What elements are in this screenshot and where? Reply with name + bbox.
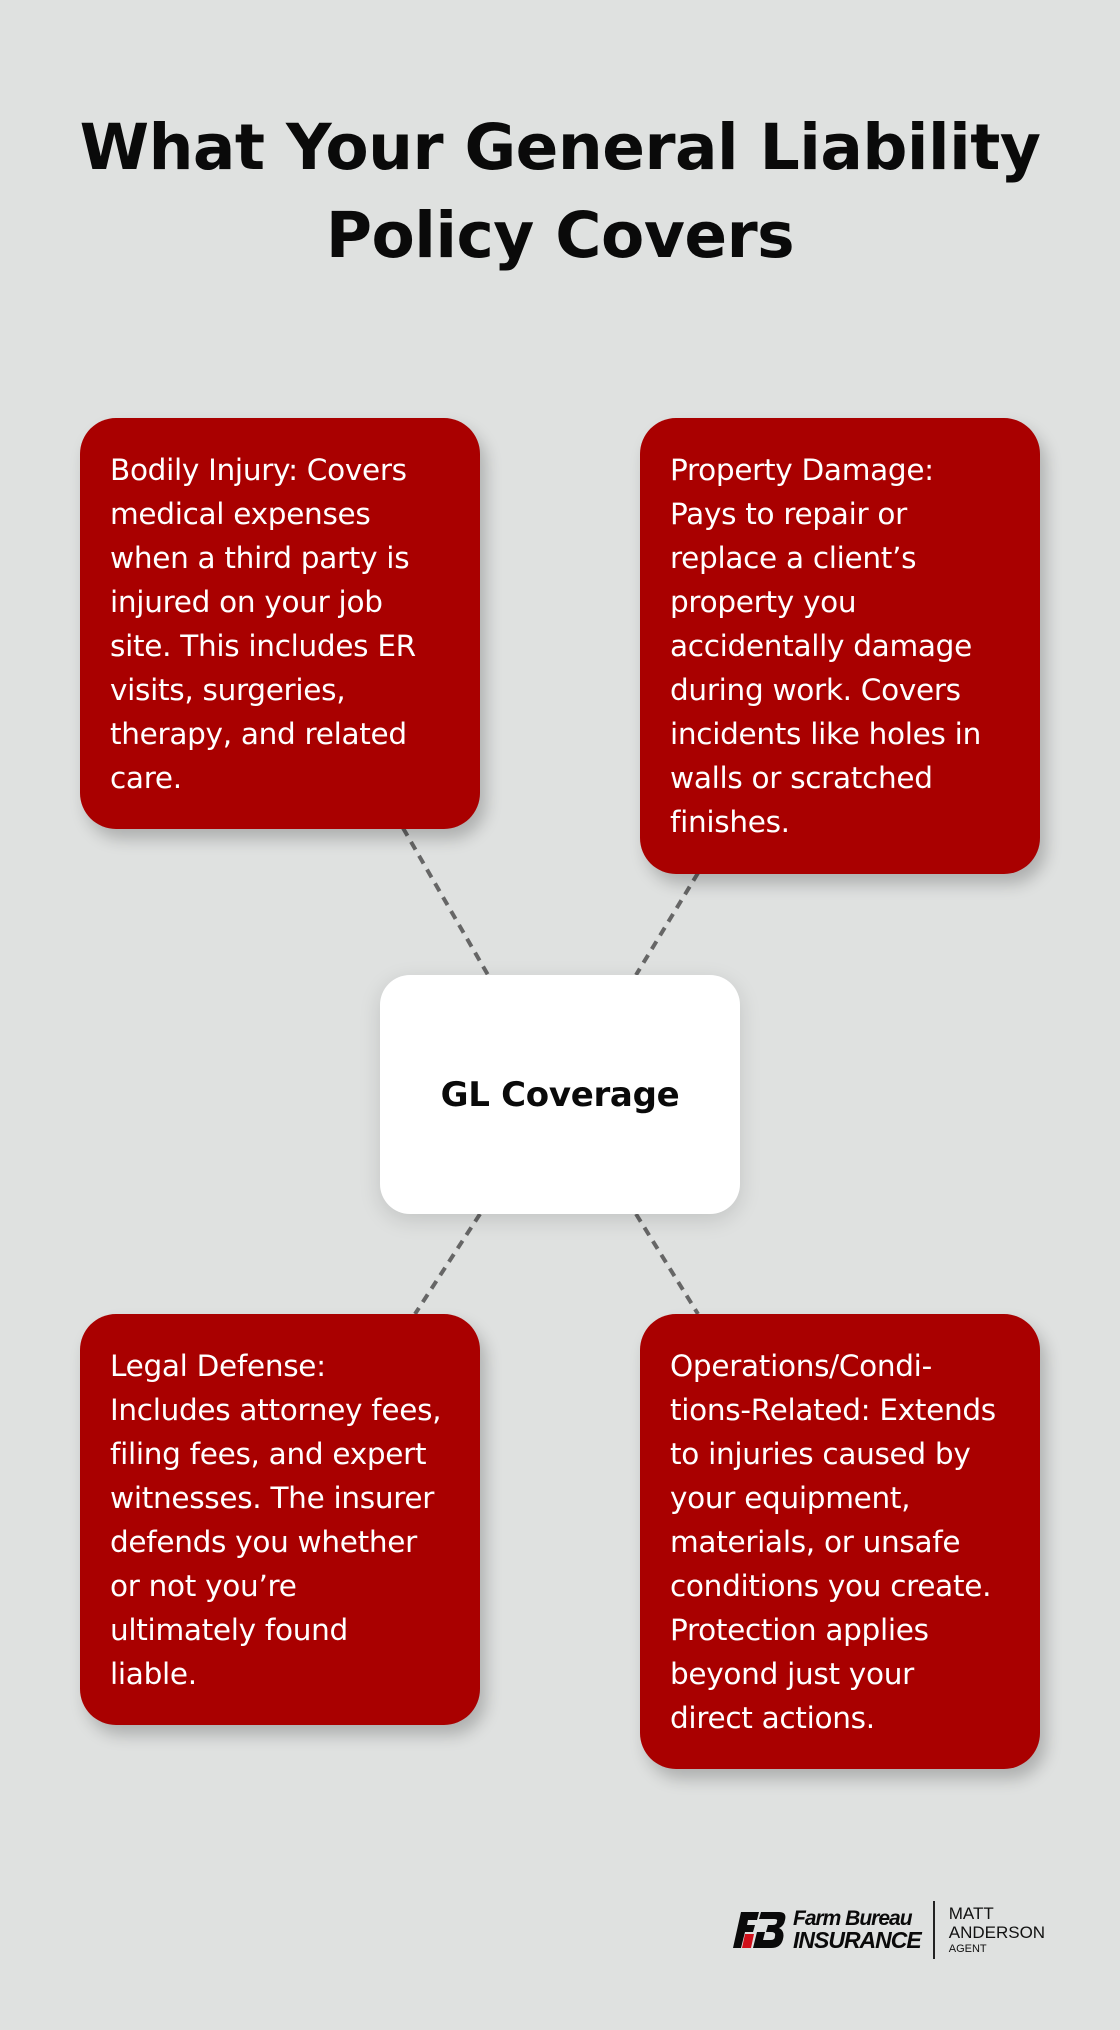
card-operations-conditions — [640, 1314, 1040, 1769]
card-legal-defense — [80, 1314, 480, 1725]
footer-logo — [733, 1898, 1053, 1962]
brand-name: Farm Bureau INSURANCE — [793, 1907, 921, 1953]
connector-bottom-right — [636, 1214, 698, 1314]
connector-bottom-left — [415, 1214, 480, 1314]
card-text: Bodily Injury: Covers medical expenses when a third party is injured on your job site. This includes ER visits, surgeries, therapy, and related care. — [110, 453, 416, 795]
agent-info: MATT ANDERSON AGENT — [948, 1904, 1046, 1955]
title-line-1: What Your General Liability — [79, 111, 1041, 184]
center-node-gl-coverage — [380, 975, 740, 1214]
connector-top-right — [636, 873, 698, 975]
center-label: GL Coverage — [440, 1074, 680, 1115]
card-text: Property Damage: Pays to repair or replace a client’s property you accidentally damage during work. Covers incidents like holes in walls or scratched finishes. — [670, 453, 981, 839]
card-bodily-injury — [80, 418, 480, 829]
card-property-damage — [640, 418, 1040, 874]
card-text: Legal Defense: Includes attorney fees, filing fees, and expert witnesses. The insurer defends you whether or not you’re ultimately found liable. — [110, 1349, 442, 1691]
farm-bureau-logo-icon — [733, 1910, 787, 1950]
title-line-2: Policy Covers — [325, 199, 795, 272]
connector-top-left — [403, 828, 488, 975]
footer-divider — [933, 1901, 935, 1959]
card-text: Operations/Condi- tions-Related: Extends to injuries caused by your equipment, materials, or unsafe conditions you create. Protection applies beyond just your direct actions. — [670, 1349, 996, 1735]
